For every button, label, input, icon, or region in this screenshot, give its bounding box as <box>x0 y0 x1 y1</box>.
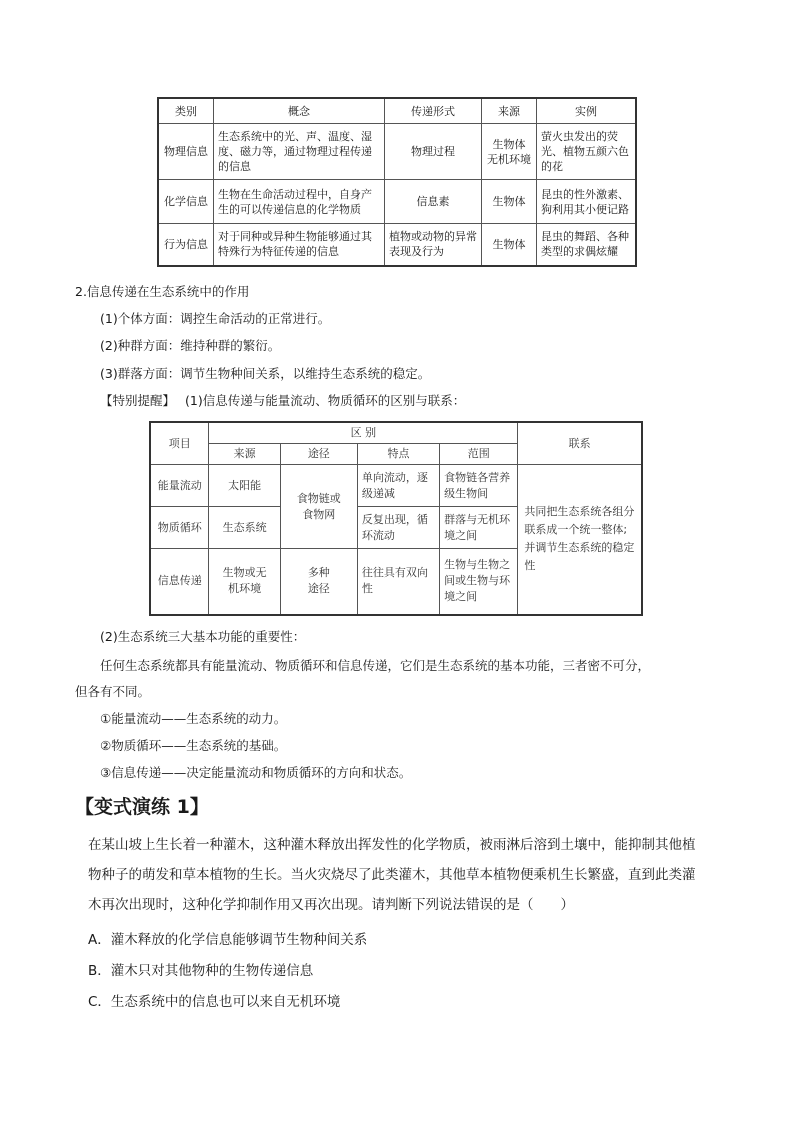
table-cell: 生物体 <box>482 224 537 266</box>
option-a: A．灌木释放的化学信息能够调节生物种间关系 <box>88 932 368 948</box>
list-item: ②物质循环——生态系统的基础。 <box>100 738 287 753</box>
table-cell: 生态系统中的光、声、温度、湿度、磁力等，通过物理过程传递的信息 <box>214 124 385 180</box>
question-line: 在某山坡上生长着一种灌木，这种灌木释放出挥发性的化学物质，被雨淋后溶到土壤中，能抑制其他植 <box>88 837 696 853</box>
section-title: (2)生态系统三大基本功能的重要性： <box>100 629 306 644</box>
info-types-table <box>157 97 637 267</box>
table-cell: 太阳能 <box>209 465 280 507</box>
option-b: B．灌木只对其他物种的生物传递信息 <box>88 963 314 979</box>
col-header: 传递形式 <box>385 98 482 124</box>
table-cell: 昆虫的舞蹈、各种类型的求偶炫耀 <box>537 224 637 266</box>
table-cell: 往往具有双向性 <box>357 549 439 615</box>
table-cell: 多种 途径 <box>280 549 357 615</box>
table-header-cell: 联系 <box>518 422 642 465</box>
list-item: ①能量流动——生态系统的动力。 <box>100 711 287 726</box>
table-header-row <box>158 98 636 124</box>
table-row <box>158 224 636 266</box>
table-cell: 生物体 无机环境 <box>482 124 537 180</box>
list-item: (2)种群方面：维持种群的繁衍。 <box>100 338 281 353</box>
table-header-cell: 范围 <box>440 444 518 465</box>
table-cell: 生物或无 机环境 <box>209 549 280 615</box>
list-item: (1)个体方面：调控生命活动的正常进行。 <box>100 311 331 326</box>
table-cell: 行为信息 <box>158 224 214 266</box>
table-cell: 单向流动，逐级递减 <box>357 465 439 507</box>
table-cell: 能量流动 <box>150 465 209 507</box>
table-cell: 植物或动物的异常表现及行为 <box>385 224 482 266</box>
table-cell: 生物在生命活动过程中，自身产生的可以传递信息的化学物质 <box>214 180 385 224</box>
table-cell: 生物与生物之间或生物与环境之间 <box>440 549 518 615</box>
option-c: C．生态系统中的信息也可以来自无机环境 <box>88 994 341 1010</box>
list-item: ③信息传递——决定能量流动和物质循环的方向和状态。 <box>100 765 412 780</box>
table-cell: 物理信息 <box>158 124 214 180</box>
table-cell: 物理过程 <box>385 124 482 180</box>
table-cell: 昆虫的性外激素、狗利用其小便记路 <box>537 180 637 224</box>
table-header-cell: 项目 <box>150 422 209 465</box>
table-row <box>158 124 636 180</box>
table-header-cell: 区 别 <box>209 422 518 444</box>
table-cell: 物质循环 <box>150 507 209 549</box>
list-item: (3)群落方面：调节生物种间关系，以维持生态系统的稳定。 <box>100 366 431 381</box>
table-cell: 食物链各营养级生物间 <box>440 465 518 507</box>
tip-text: (1)信息传递与能量流动、物质循环的区别与联系： <box>185 393 466 408</box>
table-row <box>158 180 636 224</box>
tip-label: 【特别提醒】 <box>100 393 176 408</box>
col-header: 概念 <box>214 98 385 124</box>
table-header-cell: 来源 <box>209 444 280 465</box>
comparison-table <box>149 421 643 616</box>
table-cell: 生物体 <box>482 180 537 224</box>
col-header: 实例 <box>537 98 637 124</box>
table-cell: 生态系统 <box>209 507 280 549</box>
table-cell: 食物链或 食物网 <box>280 465 357 549</box>
table-cell: 反复出现，循环流动 <box>357 507 439 549</box>
table-cell: 群落与无机环境之间 <box>440 507 518 549</box>
question-line: 木再次出现时，这种化学抑制作用又再次出现。请判断下列说法错误的是（ ） <box>88 897 574 913</box>
table-header-cell: 途径 <box>280 444 357 465</box>
exercise-heading: 【变式演练 1】 <box>75 796 209 818</box>
question-line: 物种子的萌发和草本植物的生长。当火灾烧尽了此类灌木，其他草本植物便乘机生长繁盛，直到此类灌 <box>88 867 696 883</box>
table-header-row <box>150 422 642 444</box>
table-cell: 信息素 <box>385 180 482 224</box>
paragraph-line: 任何生态系统都具有能量流动、物质循环和信息传递，它们是生态系统的基本功能，三者密不可分， <box>100 658 651 673</box>
table-cell: 对于同种或异种生物能够通过其特殊行为特征传递的信息 <box>214 224 385 266</box>
table-cell: 共同把生态系统各组分联系成一个统一整体;并调节生态系统的稳定性 <box>518 465 642 615</box>
table-cell: 化学信息 <box>158 180 214 224</box>
table-cell: 萤火虫发出的荧光、植物五颜六色的花 <box>537 124 637 180</box>
special-tip <box>100 392 465 410</box>
paragraph-line: 但各有不同。 <box>75 684 151 699</box>
table-cell: 信息传递 <box>150 549 209 615</box>
col-header: 类别 <box>158 98 214 124</box>
table-header-cell: 特点 <box>357 444 439 465</box>
section-title: 2.信息传递在生态系统中的作用 <box>75 284 250 299</box>
col-header: 来源 <box>482 98 537 124</box>
table-row <box>150 465 642 507</box>
